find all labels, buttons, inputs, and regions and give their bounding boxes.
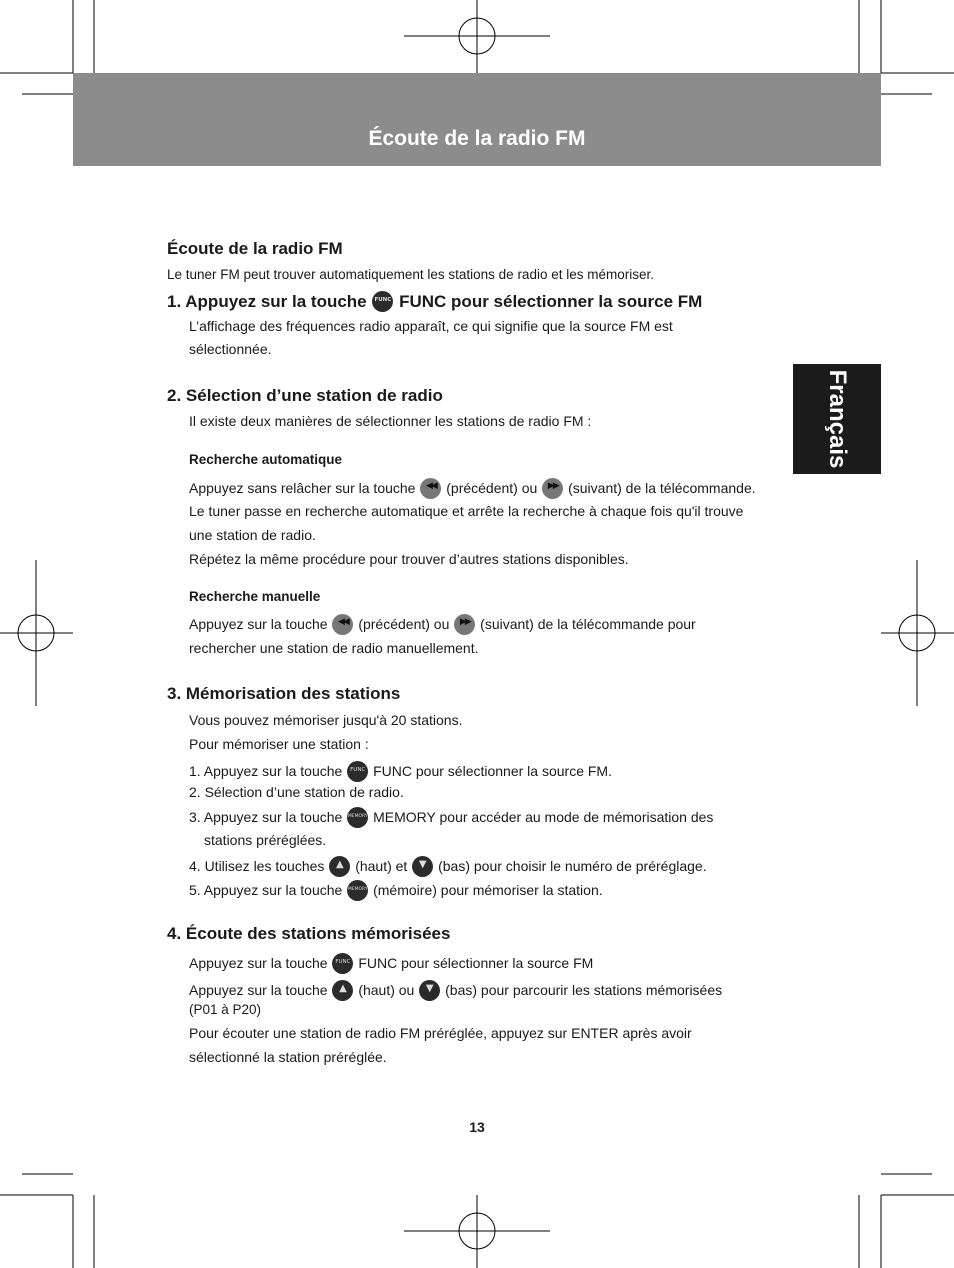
step-3-line2: Pour mémoriser une station :	[189, 736, 369, 752]
down-arrow-icon	[412, 856, 433, 877]
memo-step-3-b: MEMORY pour accéder au mode de mémorisation des	[373, 809, 714, 826]
up-arrow-icon	[329, 856, 350, 877]
memory-button-icon	[347, 807, 368, 828]
next-track-icon	[454, 614, 475, 635]
manual-search-line1-c: (suivant) de la télécommande pour	[480, 616, 696, 633]
auto-search-line3: une station de radio.	[189, 527, 316, 543]
step-1-heading-post: FUNC pour sélectionner la source FM	[399, 292, 703, 311]
step-4-line5: sélectionné la station préréglée.	[189, 1049, 387, 1065]
func-button-icon	[372, 291, 393, 312]
step-2-heading: 2. Sélection d’une station de radio	[167, 386, 443, 405]
manual-search-heading: Recherche manuelle	[189, 589, 321, 604]
previous-track-icon	[332, 614, 353, 635]
page-title: Écoute de la radio FM	[368, 127, 586, 150]
memo-step-5-b: (mémoire) pour mémoriser la station.	[373, 882, 603, 899]
memo-step-1-a: 1. Appuyez sur la touche	[189, 763, 343, 780]
step-1-heading	[167, 292, 702, 313]
memo-step-3-a: 3. Appuyez sur la touche	[189, 809, 343, 826]
memo-step-4	[189, 857, 707, 878]
manual-search-line1-a: Appuyez sur la touche	[189, 616, 328, 633]
auto-search-line2: Le tuner passe en recherche automatique et arrête la recherche à chaque fois qu'il trouve	[189, 503, 744, 519]
auto-search-line1	[189, 479, 756, 500]
memo-step-1-b: FUNC pour sélectionner la source FM.	[373, 763, 612, 780]
memo-step-4-b: (haut) et	[355, 858, 408, 875]
manual-search-line1-b: (précédent) ou	[358, 616, 450, 633]
down-arrow-icon	[419, 980, 440, 1001]
step-4-heading: 4. Écoute des stations mémorisées	[167, 924, 451, 943]
step-4-line2	[189, 981, 722, 1002]
memo-step-1	[189, 762, 612, 783]
step-3-heading: 3. Mémorisation des stations	[167, 684, 401, 703]
page-number: 13	[469, 1119, 485, 1135]
auto-search-line1-a: Appuyez sans relâcher sur la touche	[189, 480, 416, 497]
memo-step-5	[189, 881, 603, 902]
step-4-line1-b: FUNC pour sélectionner la source FM	[358, 955, 594, 972]
auto-search-line1-b: (précédent) ou	[446, 480, 538, 497]
memo-step-3-cont: stations préréglées.	[204, 832, 327, 848]
memo-step-4-c: (bas) pour choisir le numéro de préréglage.	[438, 858, 707, 875]
previous-track-icon	[420, 478, 441, 499]
auto-search-line1-c: (suivant) de la télécommande.	[568, 480, 756, 497]
language-tab-label: Français	[824, 369, 851, 469]
step-4-line1	[189, 954, 593, 975]
func-button-icon	[347, 761, 368, 782]
step-2-intro: Il existe deux manières de sélectionner les stations de radio FM :	[189, 413, 592, 429]
func-button-icon	[332, 953, 353, 974]
step-1-text-line1: L’affichage des fréquences radio apparaît, ce qui signifie que la source FM est	[189, 318, 673, 334]
memo-step-5-a: 5. Appuyez sur la touche	[189, 882, 343, 899]
memo-step-3	[189, 808, 713, 829]
step-4-line2-c: (bas) pour parcourir les stations mémorisées	[445, 982, 723, 999]
step-4-line2-b: (haut) ou	[358, 982, 415, 999]
language-tab	[793, 364, 881, 474]
step-4-line3: (P01 à P20)	[189, 1002, 262, 1017]
step-4-line2-a: Appuyez sur la touche	[189, 982, 328, 999]
manual-search-line1	[189, 615, 696, 636]
auto-search-heading: Recherche automatique	[189, 452, 343, 467]
intro-text: Le tuner FM peut trouver automatiquement les stations de radio et les mémoriser.	[167, 267, 654, 282]
header-band	[73, 73, 881, 166]
step-1-text-line2: sélectionnée.	[189, 341, 272, 357]
memo-step-2: 2. Sélection d’une station de radio.	[189, 784, 404, 800]
step-4-line1-a: Appuyez sur la touche	[189, 955, 328, 972]
memory-button-icon	[347, 880, 368, 901]
section-title: Écoute de la radio FM	[167, 239, 343, 258]
up-arrow-icon	[332, 980, 353, 1001]
auto-search-line4: Répétez la même procédure pour trouver d’autres stations disponibles.	[189, 551, 629, 567]
manual-search-line2: rechercher une station de radio manuellement.	[189, 640, 479, 656]
step-3-line1: Vous pouvez mémoriser jusqu'à 20 stations.	[189, 712, 463, 728]
next-track-icon	[542, 478, 563, 499]
step-4-line4: Pour écouter une station de radio FM préréglée, appuyez sur ENTER après avoir	[189, 1025, 692, 1041]
memo-step-4-a: 4. Utilisez les touches	[189, 858, 325, 875]
step-1-heading-pre: 1. Appuyez sur la touche	[167, 292, 367, 311]
